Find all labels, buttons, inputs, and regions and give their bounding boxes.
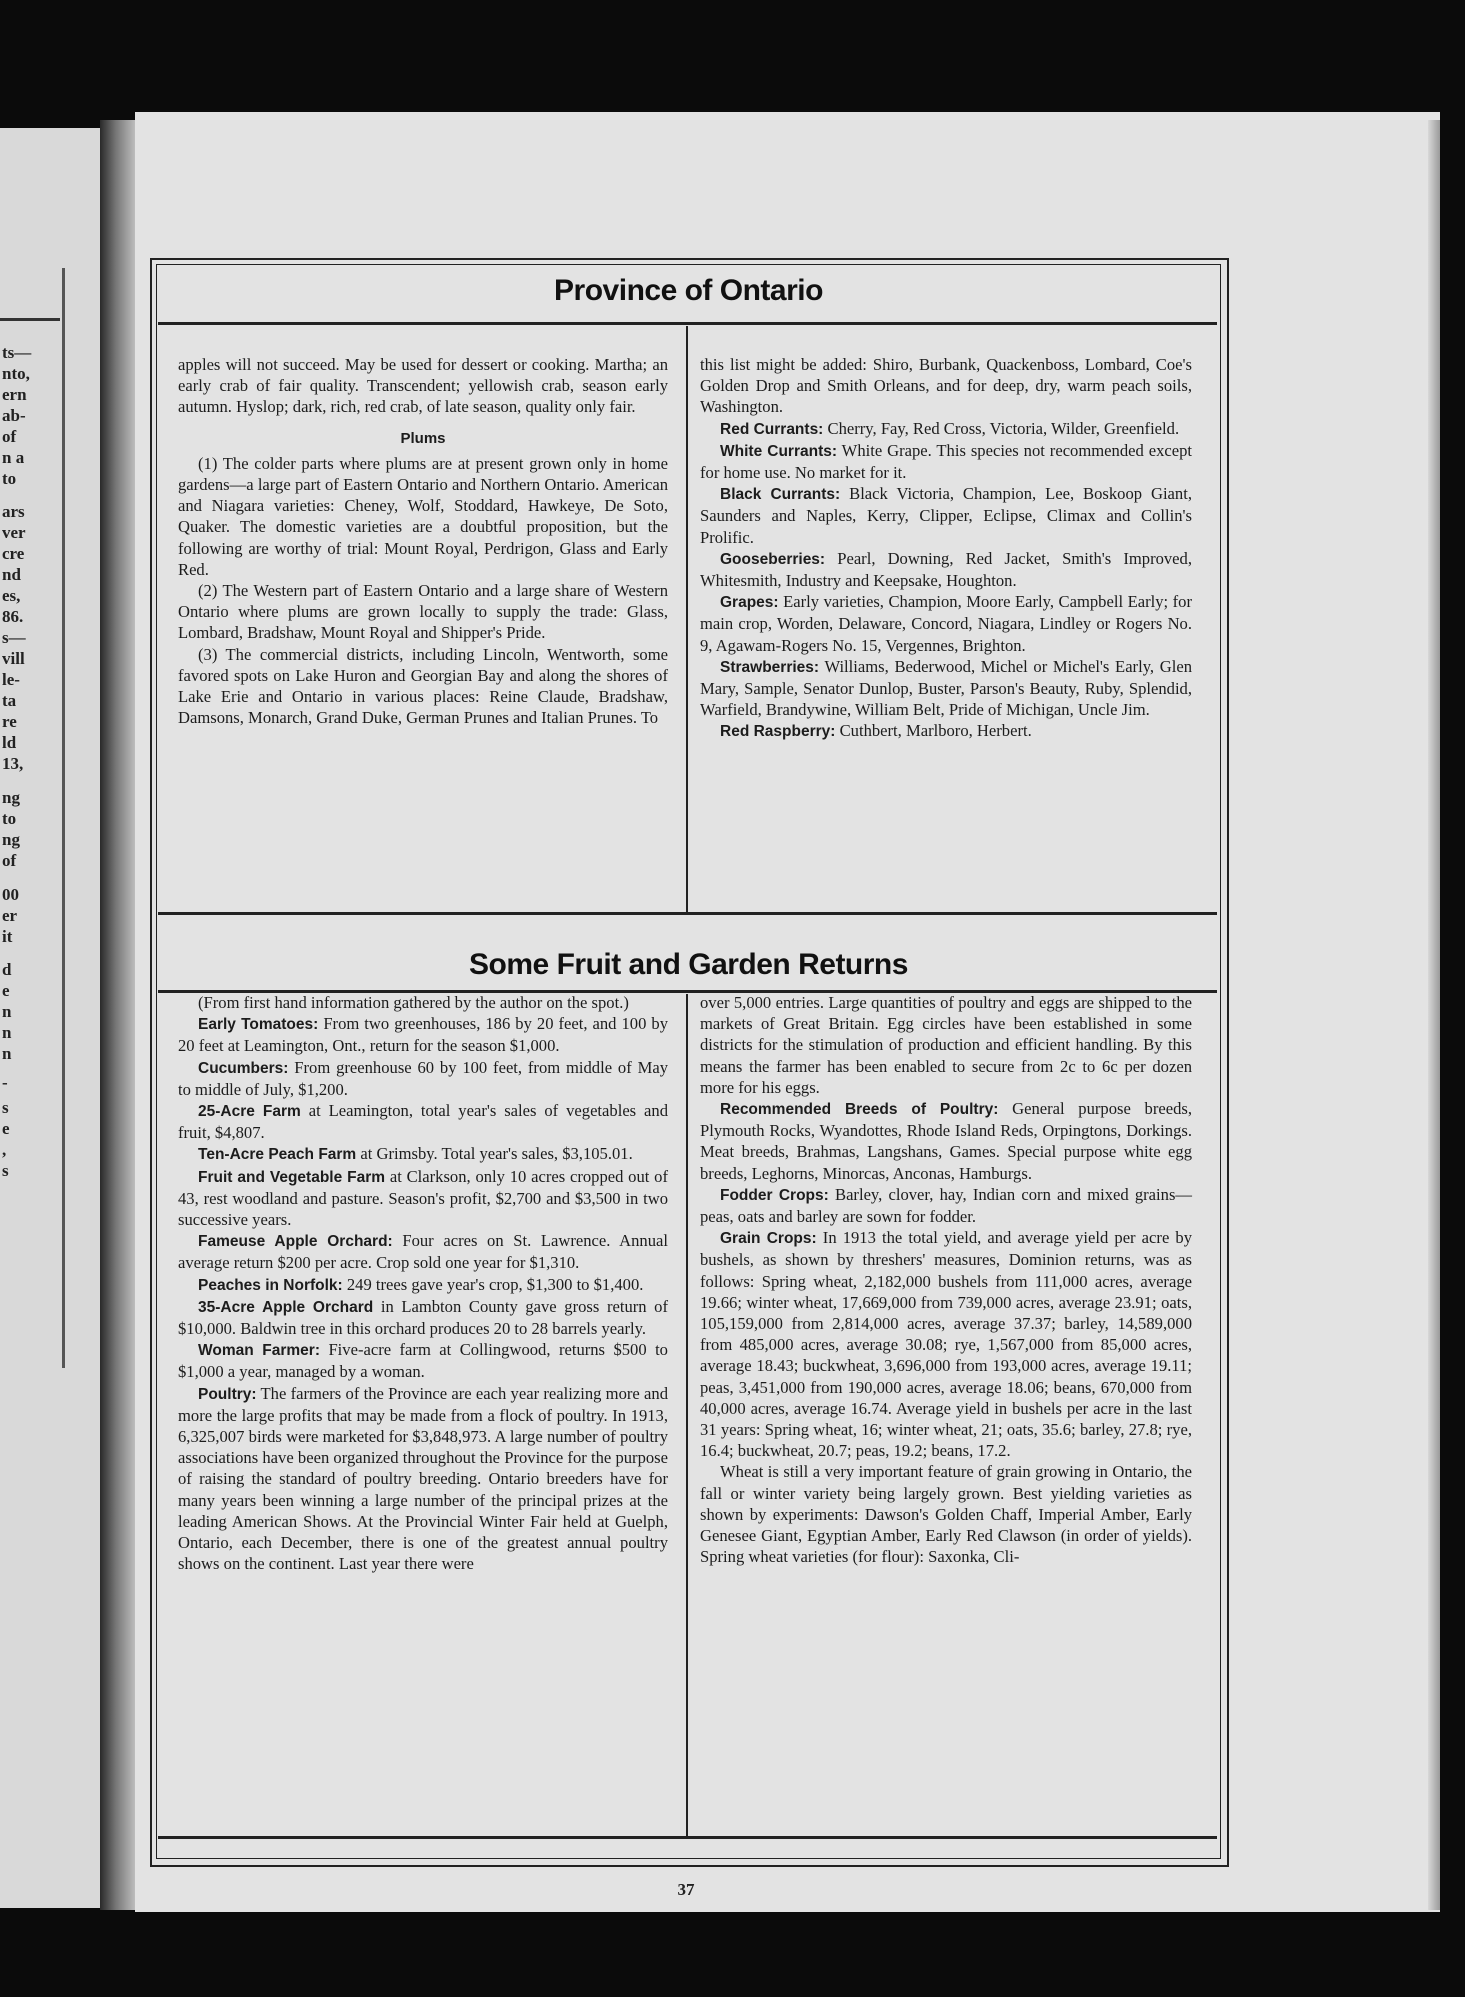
crop-entry-text: General purpose breeds, Plymouth Rocks, Wyandottes, Rhode Island Reds, Orpingtons, Dorkings. Meat breeds, Brahmas, Langshans, Games. Special purpose white egg breeds, Leghorns, Minorcas, Anconas, Hamburgs. xyxy=(700,1099,1192,1183)
section-title-returns: Some Fruit and Garden Returns xyxy=(469,948,908,981)
left-page-fragment-text: le- xyxy=(2,670,20,689)
left-page-fragment-text: - xyxy=(2,1073,8,1092)
left-page-fragment-text: e xyxy=(2,981,10,1000)
plums-paragraph-1: (1) The colder parts where plums are at present grown only in home gardens—a large part of Eastern Ontario and Northern Ontario. American and Niagara varieties: Cheney, Wolf, Stoddard, Hawkeye, De Soto, Quaker. The domestic varieties are a doubtful proposition, but the following are worthy of trial: Mount Royal, Perdrigon, Glass and Early Red. xyxy=(178,453,668,579)
variety-entry xyxy=(700,656,1192,721)
left-page-fragment-text: n xyxy=(2,1002,12,1021)
crop-entry-label: Recommended Breeds of Poultry: xyxy=(720,1101,999,1119)
return-entry-text: Five-acre farm at Collingwood, returns $500 to $1,000 a year, managed by a woman. xyxy=(178,1340,668,1382)
return-entry-text: 249 trees gave year's crop, $1,300 to $1,400. xyxy=(346,1274,644,1294)
return-entry-label: Peaches in Norfolk: xyxy=(198,1276,343,1294)
left-page-fragment-text: nto, xyxy=(2,364,30,383)
plums-paragraph-3: (3) The commercial districts, including Lincoln, Wentworth, some favored spots on Lake Huron and Georgian Bay and along the shores of Lake Erie and Ontario in various places: Reine Claude, Bradshaw, Damsons, Monarch, Grand Duke, German Prunes and Italian Prunes. To xyxy=(178,644,668,728)
section1-left-column xyxy=(178,354,668,728)
section2-right-column xyxy=(700,992,1192,1567)
left-page-fragment-text: ta xyxy=(2,691,17,710)
variety-entry-text: Early varieties, Champion, Moore Early, Campbell Early; for main crop, Worden, Delaware, Concord, Niagara, Lindley or Rogers No. 9, Agawam-Rogers No. 15, Vergennes, Brighton. xyxy=(700,592,1192,655)
return-entry xyxy=(178,1013,668,1056)
left-page-fragment-text: , xyxy=(2,1140,7,1159)
variety-entry-label: Gooseberries: xyxy=(720,550,826,568)
variety-entry-label: Strawberries: xyxy=(720,658,820,676)
left-page-fragment-text: s xyxy=(2,1161,9,1180)
column-divider-1 xyxy=(686,326,688,912)
return-entry xyxy=(178,1166,668,1231)
return-entry xyxy=(178,1143,668,1165)
fruit-varieties-list xyxy=(700,418,1192,743)
return-entry-text: The farmers of the Province are each year realizing more and more the large profits that may be made from a flock of poultry. In 1913, 6,325,007 birds were marketed for $3,848,973. A large number of poultry associations have been organized throughout the Province for the purpose of raising the standard of poultry breeding. Ontario breeders have for many years been winning a large number of the principal prizes at the leading American Shows. At the Provincial Winter Fair held at Guelph, Ontario, each December, there is one of the greatest annual poultry shows on the continent. Last year there were xyxy=(178,1383,668,1574)
left-page-fragment-text: ng xyxy=(2,788,20,807)
left-page-fragment-text: cre xyxy=(2,544,25,563)
left-page-fragment-text: nd xyxy=(2,565,21,584)
return-entry xyxy=(178,1274,668,1296)
left-page-fragment-text: of xyxy=(2,851,17,870)
return-entry-label: Woman Farmer: xyxy=(198,1342,320,1360)
return-entry-label: Cucumbers: xyxy=(198,1059,289,1077)
return-entry xyxy=(178,1339,668,1382)
variety-entry xyxy=(700,440,1192,483)
left-page-fragment-text: n xyxy=(2,1044,12,1063)
section1-right-column xyxy=(700,354,1192,743)
plums-continued-paragraph: this list might be added: Shiro, Burbank, Quackenboss, Lombard, Coe's Golden Drop and Smith Orleans, and for deep, dry, warm peach soils, Washington. xyxy=(700,355,1192,417)
variety-entry-text: Cuthbert, Marlboro, Herbert. xyxy=(839,721,1032,741)
return-entry-label: 25-Acre Farm xyxy=(198,1103,301,1121)
variety-entry xyxy=(700,483,1192,548)
left-page-fragment-text: ts— xyxy=(2,343,32,362)
left-page-fragment-text: ern xyxy=(2,385,27,404)
return-entry-label: Early Tomatoes: xyxy=(198,1016,319,1034)
return-entry-label: Fameuse Apple Orchard: xyxy=(198,1233,393,1251)
section-rule xyxy=(158,912,1217,915)
variety-entry-label: Red Raspberry: xyxy=(720,723,836,741)
variety-entry xyxy=(700,548,1192,591)
crop-entry-label: Fodder Crops: xyxy=(720,1186,829,1204)
return-entry-text: at Clarkson, only 10 acres cropped out of 43, rest woodland and pasture. Season's profit, $2,700 and $3,500 in two successive years. xyxy=(178,1166,668,1230)
left-page-fragment-text: to xyxy=(2,469,17,488)
apples-paragraph: apples will not succeed. May be used for dessert or cooking. Martha; an early crab of fair quality. Transcendent; yellowish crab, season early autumn. Hyslop; dark, rich, red crab, of late season, quality only fair. xyxy=(178,355,668,417)
left-page-fragment-text: ld xyxy=(2,733,17,752)
left-page-fragment-text: 86. xyxy=(2,607,24,626)
left-page-fragment-text: re xyxy=(2,712,17,731)
return-entry-text: From greenhouse 60 by 100 feet, from middle of May to middle of July, $1,200. xyxy=(178,1057,668,1099)
variety-entry-text: Cherry, Fay, Red Cross, Victoria, Wilder, Greenfield. xyxy=(827,418,1180,438)
left-page-fragment xyxy=(0,128,100,1908)
column-divider-2 xyxy=(686,994,688,1836)
variety-entry-label: Black Currants: xyxy=(720,486,841,504)
return-entry xyxy=(178,1057,668,1100)
returns-intro: (From first hand information gathered by the author on the spot.) xyxy=(198,993,629,1012)
page-title: Province of Ontario xyxy=(554,274,823,307)
variety-entry-label: Red Currants: xyxy=(720,420,824,438)
left-page-fragment-text: to xyxy=(2,809,17,828)
return-entry-text: From two greenhouses, 186 by 20 feet, and 100 by 20 feet at Leamington, Ont., return for the season $1,000. xyxy=(178,1014,668,1056)
plums-paragraph-2: (2) The Western part of Eastern Ontario and a large share of Western Ontario where plums are grown locally to supply the trade: Glass, Lombard, Bradshaw, Mount Royal and Shipper's Pride. xyxy=(178,581,668,643)
left-page-fragment-text: ver xyxy=(2,523,26,542)
return-entry-text: at Leamington, total year's sales of vegetables and fruit, $4,807. xyxy=(178,1101,669,1143)
crop-entry xyxy=(700,1098,1192,1184)
left-page-fragment-text: n xyxy=(2,1023,12,1042)
left-page-fragment-text: n a xyxy=(2,448,25,467)
variety-entry-label: White Currants: xyxy=(720,442,838,460)
page-edge xyxy=(1428,120,1440,1910)
return-entry xyxy=(178,1100,668,1143)
left-page-frame-line xyxy=(62,268,65,1368)
left-page-fragment-text: er xyxy=(2,906,18,925)
left-page-fragment-text: vill xyxy=(2,649,25,668)
return-entry-label: 35-Acre Apple Orchard xyxy=(198,1298,374,1316)
bottom-rule xyxy=(158,1836,1217,1839)
variety-entry-text: Black Victoria, Champion, Lee, Boskoop Giant, Saunders and Naples, Kerry, Clipper, Eclipse, Climax and Collin's Prolific. xyxy=(700,484,1192,547)
return-entry xyxy=(178,1383,668,1575)
left-page-fragment-text: s— xyxy=(2,628,26,647)
variety-entry-text: Williams, Bederwood, Michel or Michel's Early, Glen Mary, Sample, Senator Dunlop, Buster, Parson's Beauty, Ruby, Splendid, Warfield, Brandywine, William Belt, Pride of Michigan, Uncle Jim. xyxy=(700,656,1192,720)
left-page-fragment-text: ab- xyxy=(2,406,26,425)
crop-entry-text: Barley, clover, hay, Indian corn and mixed grains—peas, oats and barley are sown for fodder. xyxy=(700,1184,1192,1227)
variety-entry xyxy=(700,720,1192,742)
return-entry-label: Fruit and Vegetable Farm xyxy=(198,1168,386,1186)
left-page-fragment-text: ars xyxy=(2,502,25,521)
return-entry xyxy=(178,1230,668,1273)
plums-heading: Plums xyxy=(400,429,446,447)
left-page-fragment-text: 00 xyxy=(2,885,19,904)
return-entry-text: in Lambton County gave gross return of $10,000. Baldwin tree in this orchard produces 20 to 28 barrels yearly. xyxy=(178,1296,668,1339)
return-entry-text: Four acres on St. Lawrence. Annual average return $200 per acre. Crop sold one year for $1,310. xyxy=(178,1231,668,1273)
wheat-paragraph: Wheat is still a very important feature of grain growing in Ontario, the fall or winter variety being largely grown. Best yielding varieties as shown by experiments: Dawson's Golden Chaff, Imperial Amber, Early Genesee Giant, Egyptian Amber, Early Red Clawson (in order of yields). Spring wheat varieties (for flour): Saxonka, Cli- xyxy=(700,1462,1192,1567)
variety-entry-label: Grapes: xyxy=(720,594,779,612)
crop-entry xyxy=(700,1184,1192,1227)
return-entry-label: Ten-Acre Peach Farm xyxy=(198,1146,357,1164)
variety-entry-text: Pearl, Downing, Red Jacket, Smith's Improved, Whitesmith, Industry and Keepsake, Houghton. xyxy=(700,548,1192,591)
return-entry-label: Poultry: xyxy=(198,1385,257,1403)
crop-entry-label: Grain Crops: xyxy=(720,1230,817,1248)
left-page-fragment-text: e xyxy=(2,1119,10,1138)
left-page-fragment-text: 13, xyxy=(2,754,24,773)
variety-entry xyxy=(700,591,1192,656)
left-page-fragment-text: d xyxy=(2,960,12,979)
left-page-rule xyxy=(0,318,60,321)
crop-entry xyxy=(700,1227,1192,1461)
variety-entry xyxy=(700,418,1192,440)
section2-left-column xyxy=(178,992,668,1574)
title-rule xyxy=(158,322,1217,325)
left-page-fragment-text: s xyxy=(2,1098,9,1117)
crop-entry-text: In 1913 the total yield, and average yield per acre by bushels, as shown by threshers' measures, Dominion returns, was as follows: Spring wheat, 2,182,000 bushels from 111,000 acres, average 19.66; winter wheat, 17,669,000 from 739,000 acres, average 23.91; oats, 105,159,000 from 2,814,000 acres, average 37.37; barley, 14,589,000 from 485,000 acres, average 30.08; rye, 1,567,000 from 85,000 acres, average 18.43; buckwheat, 3,696,000 from 193,000 acres, average 19.11; peas, 3,451,000 from 190,000 acres, average 18.06; beans, 670,000 from 40,000 acres, average 16.74. Average yield in bushels per acre in the last 31 years: Spring wheat, 16; winter wheat, 21; oats, 35.6; barley, 27.8; rye, 16.4; buckwheat, 20.7; peas, 19.2; beans, 17.2. xyxy=(700,1228,1192,1461)
page-number: 37 xyxy=(677,1880,695,1899)
return-entry-text: at Grimsby. Total year's sales, $3,105.01. xyxy=(360,1144,633,1164)
returns-list xyxy=(178,1013,668,1574)
crops-list xyxy=(700,1098,1192,1461)
left-page-fragment-text: of xyxy=(2,427,17,446)
return-entry xyxy=(178,1296,668,1339)
poultry-continued-paragraph: over 5,000 entries. Large quantities of poultry and eggs are shipped to the markets of Great Britain. Egg circles have been established in some districts for the stimulation of production and efficient handling. By this means the farmer has been enabled to secure from 2c to 6c per dozen more for his eggs. xyxy=(700,993,1192,1097)
variety-entry-text: White Grape. This species not recommended except for home use. No market for it. xyxy=(700,440,1193,483)
book-gutter xyxy=(100,120,140,1910)
left-page-fragment-text: es, xyxy=(2,586,21,605)
left-page-fragment-text: ng xyxy=(2,830,20,849)
left-page-fragment-text: it xyxy=(2,927,13,946)
